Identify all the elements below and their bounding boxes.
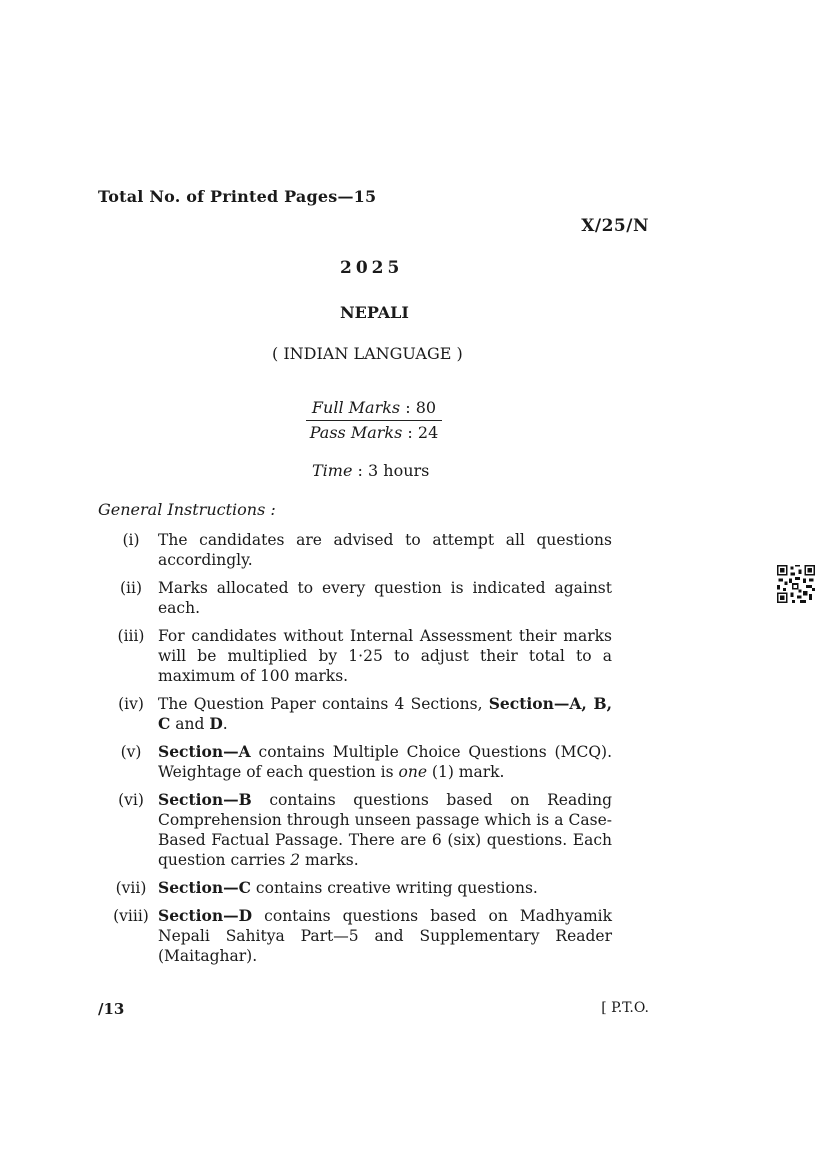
instruction-text-part: 2 xyxy=(290,851,301,869)
instruction-text-part: The candidates are advised to attempt all questions accordingly. xyxy=(158,531,612,569)
pass-marks-row xyxy=(304,421,444,445)
instruction-item xyxy=(104,742,612,782)
instruction-item xyxy=(104,878,612,898)
instruction-number: (iii) xyxy=(117,627,145,645)
instruction-text-part: marks. xyxy=(300,851,359,869)
instruction-text-part: contains Multiple Choice Questions (MCQ). Weightage of each question is xyxy=(158,743,612,781)
instruction-text xyxy=(158,742,612,782)
subject-subtitle: ( INDIAN LANGUAGE ) xyxy=(272,344,463,363)
instruction-text-part: The Question Paper contains 4 Sections, xyxy=(158,695,489,713)
instructions-heading: General Instructions : xyxy=(98,500,276,519)
instruction-text xyxy=(158,906,612,966)
full-marks-row xyxy=(304,396,444,420)
instruction-item xyxy=(104,530,612,570)
instruction-text xyxy=(158,694,612,734)
instruction-text-part: Section—A, B, C xyxy=(158,694,612,733)
instruction-number: (i) xyxy=(122,531,140,549)
instruction-text-part: contains questions based on Reading Comprehension through unseen passage which is a Case-Based Factual Passage. There are 6 (six) questions. Each question carries xyxy=(158,791,612,869)
instruction-item xyxy=(104,790,612,870)
instruction-text-part: contains questions based on Madhyamik Nepali Sahitya Part—5 and Supplementary Reader (Maitaghar). xyxy=(158,907,612,965)
marks-separator: : xyxy=(405,398,411,417)
qr-code-icon xyxy=(777,565,815,603)
marks-box xyxy=(304,396,444,445)
instruction-item xyxy=(104,578,612,618)
instruction-number: (vii) xyxy=(115,879,147,897)
footer-pto: [ P.T.O. xyxy=(601,1000,649,1016)
instruction-text-part: Section—C xyxy=(158,878,251,897)
instruction-text xyxy=(158,578,612,618)
full-marks-label: Full Marks xyxy=(311,398,401,417)
full-marks-value: 80 xyxy=(415,398,437,417)
instructions-list xyxy=(104,530,612,974)
pass-marks-label: Pass Marks xyxy=(309,423,403,442)
instruction-text-part: D xyxy=(209,714,223,733)
instruction-text-part: . xyxy=(222,715,228,733)
instruction-text xyxy=(158,626,612,686)
time-label: Time xyxy=(312,461,353,480)
instruction-item xyxy=(104,626,612,686)
exam-year: 2025 xyxy=(340,258,404,278)
printed-pages-count: Total No. of Printed Pages—15 xyxy=(98,187,377,206)
instruction-number: (iv) xyxy=(118,695,144,713)
instruction-number: (viii) xyxy=(113,907,149,925)
instruction-number: (vi) xyxy=(118,791,144,809)
instruction-item xyxy=(104,694,612,734)
instruction-text-part: For candidates without Internal Assessment their marks will be multiplied by 1·25 to adjust their total to a maximum of 100 marks. xyxy=(158,627,612,685)
footer-page-code: /13 xyxy=(98,1000,125,1018)
subject-title: NEPALI xyxy=(340,303,409,322)
instruction-text xyxy=(158,530,612,570)
instruction-text-part: contains creative writing questions. xyxy=(251,879,538,897)
instruction-text xyxy=(158,790,612,870)
pass-marks-value: 24 xyxy=(417,423,439,442)
instruction-text-part: Marks allocated to every question is indicated against each. xyxy=(158,579,612,617)
instruction-text-part: and xyxy=(170,715,210,733)
instruction-text-part: Section—A xyxy=(158,742,251,761)
time-line xyxy=(312,461,429,480)
instruction-text-part: (1) mark. xyxy=(427,763,505,781)
marks-separator: : xyxy=(407,423,413,442)
instruction-text-part: Section—B xyxy=(158,790,252,809)
instruction-text-part: one xyxy=(398,763,427,781)
instruction-text xyxy=(158,878,612,898)
time-separator: : xyxy=(357,461,363,480)
paper-code: X/25/N xyxy=(581,216,649,236)
time-value: 3 hours xyxy=(368,461,430,480)
instruction-item xyxy=(104,906,612,966)
instruction-number: (v) xyxy=(120,743,142,761)
instruction-text-part: Section—D xyxy=(158,906,253,925)
instruction-number: (ii) xyxy=(119,579,142,597)
